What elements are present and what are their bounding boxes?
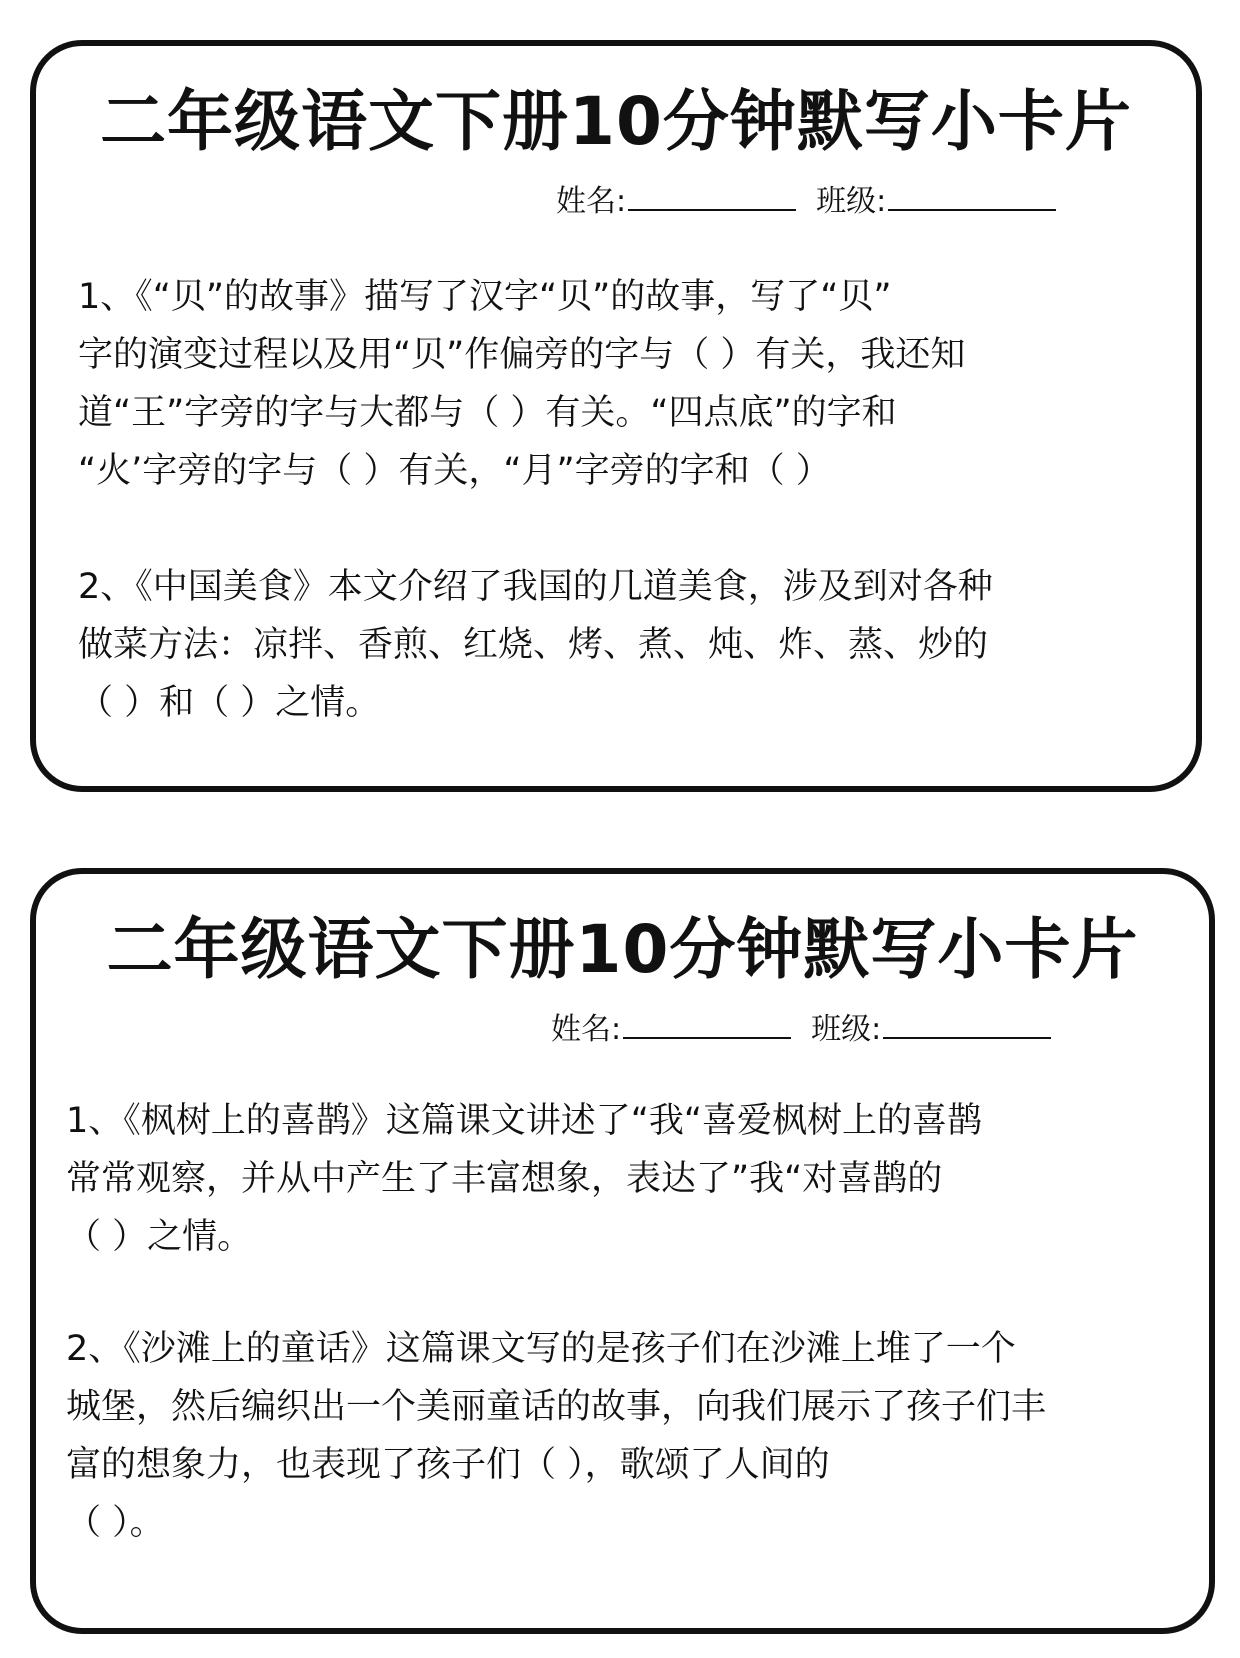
question-line: 字的演变过程以及用“贝”作偏旁的字与（ ）有关，我还知 [78, 335, 966, 375]
card-title: 二年级语文下册10分钟默写小卡片 [100, 83, 1132, 160]
question-line: 2、《中国美食》本文介绍了我国的几道美食，涉及到对各种 [78, 567, 993, 607]
class-blank[interactable] [883, 1011, 1051, 1039]
class-label: 班级: [811, 1012, 882, 1047]
student-info [556, 182, 1058, 222]
question-line: （ ）和（ ）之情。 [78, 683, 381, 723]
question-line: （ ）之情。 [66, 1217, 253, 1257]
class-blank[interactable] [888, 183, 1056, 211]
question-2 [66, 1320, 1176, 1552]
name-blank[interactable] [628, 183, 796, 211]
question-line: 1、《“贝”的故事》描写了汉字“贝”的故事，写了“贝” [78, 277, 892, 317]
question-line: （ ）。 [66, 1503, 165, 1543]
name-label: 姓名: [551, 1012, 622, 1047]
student-info [551, 1010, 1053, 1050]
question-2 [78, 558, 1168, 732]
question-1 [78, 268, 1168, 500]
question-line: 常常观察，并从中产生了丰富想象，表达了”我“对喜鹊的 [66, 1159, 943, 1199]
card-title: 二年级语文下册10分钟默写小卡片 [106, 911, 1139, 988]
class-label: 班级: [816, 184, 887, 219]
dictation-card-2 [30, 868, 1215, 1634]
name-blank[interactable] [623, 1011, 791, 1039]
question-line: 做菜方法：凉拌、香煎、红烧、烤、煮、炖、炸、蒸、炒的 [78, 625, 989, 665]
question-line: 富的想象力，也表现了孩子们（ ），歌颂了人间的 [66, 1445, 830, 1485]
name-label: 姓名: [556, 184, 627, 219]
question-line: 道“王”字旁的字与大都与（ ）有关。“四点底”的字和 [78, 393, 897, 433]
question-1 [66, 1092, 1176, 1266]
question-line: 1、《枫树上的喜鹊》这篇课文讲述了“我“喜爱枫树上的喜鹊 [66, 1101, 983, 1141]
question-line: 城堡，然后编织出一个美丽童话的故事，向我们展示了孩子们丰 [66, 1387, 1047, 1427]
dictation-card-1 [30, 40, 1202, 792]
question-line: “火’字旁的字与（ ）有关，“月”字旁的字和（ ） [78, 451, 831, 491]
question-line: 2、《沙滩上的童话》这篇课文写的是孩子们在沙滩上堆了一个 [66, 1329, 1016, 1369]
